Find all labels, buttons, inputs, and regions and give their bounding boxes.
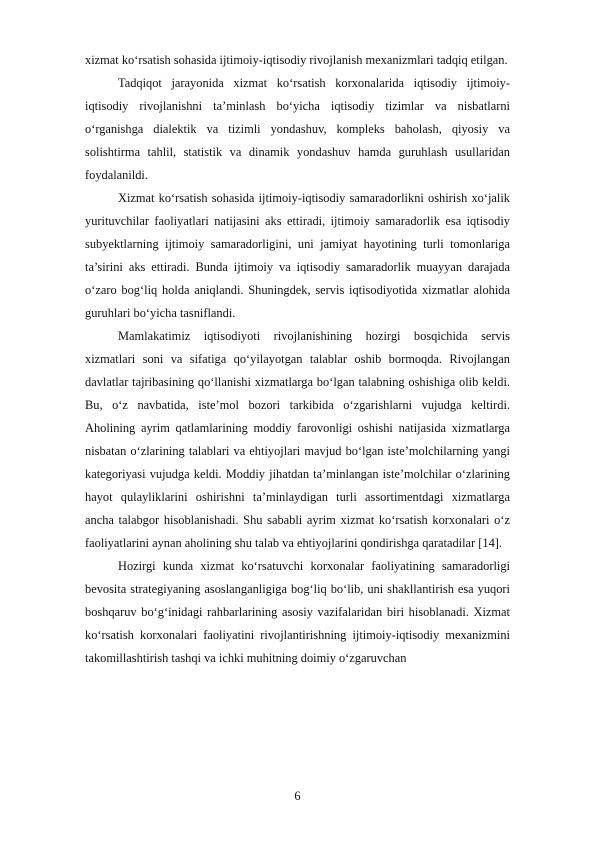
- page-number: 6: [294, 789, 301, 803]
- paragraph-continuation: xizmat ko‘rsatish sohasida ijtimoiy-iqtisodiy rivojlanish mexanizmlari tadqiq etilgan.: [85, 53, 508, 67]
- paragraph-research-methods: Tadqiqot jarayonida xizmat ko‘rsatish korxonalarida iqtisodiy ijtimoiy-iqtisodiy rivojlanishni ta’minlash bo‘yicha iqtisodiy tizimlar va nisbatlarni o‘rganishga dialektik va tizimli yondashuv, kompleks baholash, qiyosiy va solishtirma tahlil, statistik va dinamik yondashuv hamda guruhlash usullaridan foydalanildi.: [85, 76, 510, 182]
- paragraph-demand: Mamlakatimiz iqtisodiyoti rivojlanishining hozirgi bosqichida servis xizmatlari soni va sifatiga qo‘yilayotgan talablar oshib bormoqda. Rivojlangan davlatlar tajribasining qo‘llanishi xizmatlarga bo‘lgan talabning oshishiga olib keldi. Bu, o‘z navbatida, iste’mol bozori tarkibida o‘zgarishlarni vujudga keltirdi. Aholining ayrim qatlamlarining moddiy farovonligi oshishi natijasida xizmatlarga nisbatan o‘zlarining talablari va ehtiyojlari mavjud bo‘lgan iste’molchilarning yangi kategoriyasi vujudga keldi. Moddiy jihatdan ta’minlangan iste’molchilar o‘zlarining hayot qulayliklarini oshirishni ta’minlaydigan turli assortimentdagi xizmatlarga ancha talabgor hisoblanishadi. Shu sababli ayrim xizmat ko‘rsatish korxonalari o‘z faoliyatlarini aynan aholining shu talab va ehtiyojlarini qondirishga qaratadilar [14].: [85, 329, 510, 550]
- paragraph-efficiency: Xizmat ko‘rsatish sohasida ijtimoiy-iqtisodiy samaradorlikni oshirish xo‘jalik yurituvchilar faoliyatlari natijasini aks ettiradi, ijtimoiy samaradorlik esa iqtisodiy subyektlarning ijtimoiy samaradorligini, uni jamiyat hayotining turli tomonlariga ta’sirini aks ettiradi. Bunda ijtimoiy va iqtisodiy samaradorlik muayyan darajada o‘zaro bog‘liq holda aniqlandi. Shuningdek, servis iqtisodiyotida xizmatlar alohida guruhlari bo‘yicha tasniflandi.: [85, 191, 510, 320]
- paragraph-strategy: Hozirgi kunda xizmat ko‘rsatuvchi korxonalar faoliyatining samaradorligi bevosita strategiyaning asoslanganligiga bog‘liq bo‘lib, uni shakllantirish esa yuqori boshqaruv bo‘g‘inidagi rahbarlarining asosiy vazifalaridan biri hisoblanadi. Xizmat ko‘rsatish korxonalari faoliyatini rivojlantirishning ijtimoiy-iqtisodiy mexanizmini takomillashtirish tashqi va ichki muhitning doimiy o‘zgaruvchan: [85, 559, 510, 665]
- page-body: [85, 49, 510, 670]
